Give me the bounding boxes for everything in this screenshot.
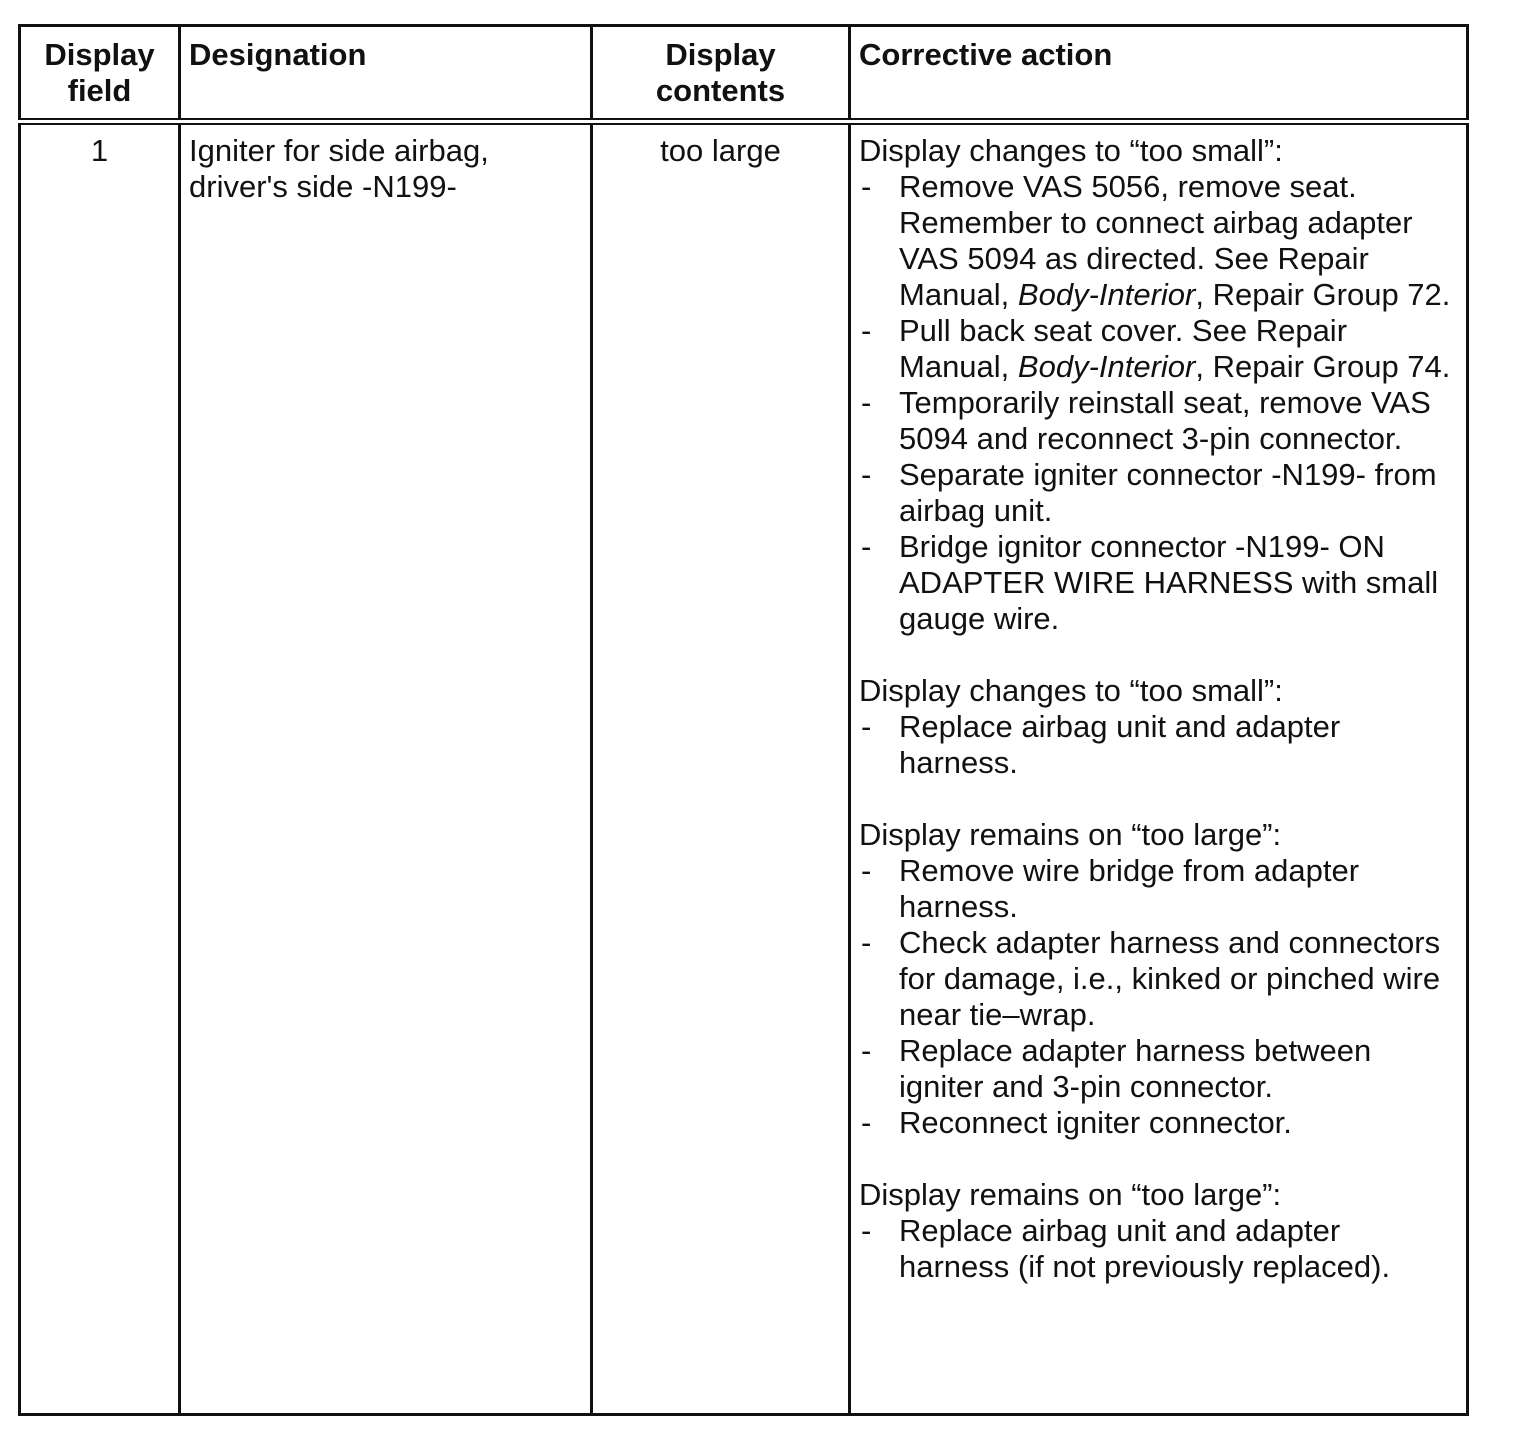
- action-step: [859, 1105, 1458, 1141]
- action-block: [859, 1177, 1458, 1285]
- action-steps: [859, 853, 1458, 1141]
- action-step: [859, 529, 1458, 637]
- cell-corrective-action: [850, 122, 1468, 1415]
- bullet-dash: -: [861, 853, 872, 888]
- action-step: [859, 853, 1458, 925]
- bullet-dash: -: [861, 1213, 872, 1248]
- step-text: Replace airbag unit and adapter harness.: [899, 709, 1341, 780]
- bullet-dash: -: [861, 925, 872, 960]
- bullet-dash: -: [861, 313, 872, 348]
- action-steps: [859, 1213, 1458, 1285]
- step-text: Pull back seat cover. See Repair Manual,: [899, 313, 1348, 384]
- action-block-lead: Display changes to “too small”:: [859, 133, 1283, 168]
- bullet-dash: -: [861, 709, 872, 744]
- step-text: Remove VAS 5056, remove seat. Remember to connect airbag adapter VAS 5094 as directed. See Repair Manual,: [899, 169, 1413, 312]
- bullet-dash: -: [861, 1033, 872, 1068]
- action-step: [859, 169, 1458, 313]
- step-text: Bridge ignitor connector -N199- ON ADAPTER WIRE HARNESS with small gauge wire.: [899, 529, 1439, 636]
- bullet-dash: -: [861, 169, 872, 204]
- action-step: [859, 385, 1458, 457]
- manual-reference: Body-Interior: [1017, 277, 1196, 312]
- action-step: [859, 925, 1458, 1033]
- bullet-dash: -: [861, 457, 872, 492]
- diagnostic-table: [18, 24, 1469, 1416]
- step-text: , Repair Group 74.: [1195, 349, 1451, 384]
- action-step: [859, 1213, 1458, 1285]
- header-display-field: Display field: [20, 26, 180, 122]
- action-steps: [859, 169, 1458, 637]
- cell-display-contents: too large: [592, 122, 850, 1415]
- action-block: [859, 817, 1458, 1141]
- action-step: [859, 313, 1458, 385]
- action-block: [859, 133, 1458, 637]
- bullet-dash: -: [861, 385, 872, 420]
- step-text: Temporarily reinstall seat, remove VAS 5094 and reconnect 3-pin connector.: [899, 385, 1431, 456]
- step-text: , Repair Group 72.: [1195, 277, 1451, 312]
- action-step: [859, 1033, 1458, 1105]
- step-text: Remove wire bridge from adapter harness.: [899, 853, 1360, 924]
- step-text: Replace airbag unit and adapter harness (if not previously replaced).: [899, 1213, 1391, 1284]
- step-text: Reconnect igniter connector.: [899, 1105, 1292, 1140]
- step-text: Separate igniter connector -N199- from airbag unit.: [899, 457, 1437, 528]
- cell-designation: Igniter for side airbag, driver's side -N199-: [180, 122, 592, 1415]
- header-row: [20, 26, 1468, 122]
- step-text: Check adapter harness and connectors for damage, i.e., kinked or pinched wire near tie–wrap.: [899, 925, 1441, 1032]
- action-steps: [859, 709, 1458, 781]
- bullet-dash: -: [861, 1105, 872, 1140]
- action-block-lead: Display remains on “too large”:: [859, 817, 1282, 852]
- bullet-dash: -: [861, 529, 872, 564]
- cell-display-field: 1: [20, 122, 180, 1415]
- step-text: Replace adapter harness between igniter and 3-pin connector.: [899, 1033, 1372, 1104]
- header-designation: Designation: [180, 26, 592, 122]
- table-row: [20, 122, 1468, 1415]
- header-corrective-action: Corrective action: [850, 26, 1468, 122]
- action-block-lead: Display changes to “too small”:: [859, 673, 1283, 708]
- action-block-lead: Display remains on “too large”:: [859, 1177, 1282, 1212]
- action-step: [859, 457, 1458, 529]
- action-block: [859, 673, 1458, 781]
- manual-reference: Body-Interior: [1017, 349, 1196, 384]
- action-step: [859, 709, 1458, 781]
- header-display-contents: Display contents: [592, 26, 850, 122]
